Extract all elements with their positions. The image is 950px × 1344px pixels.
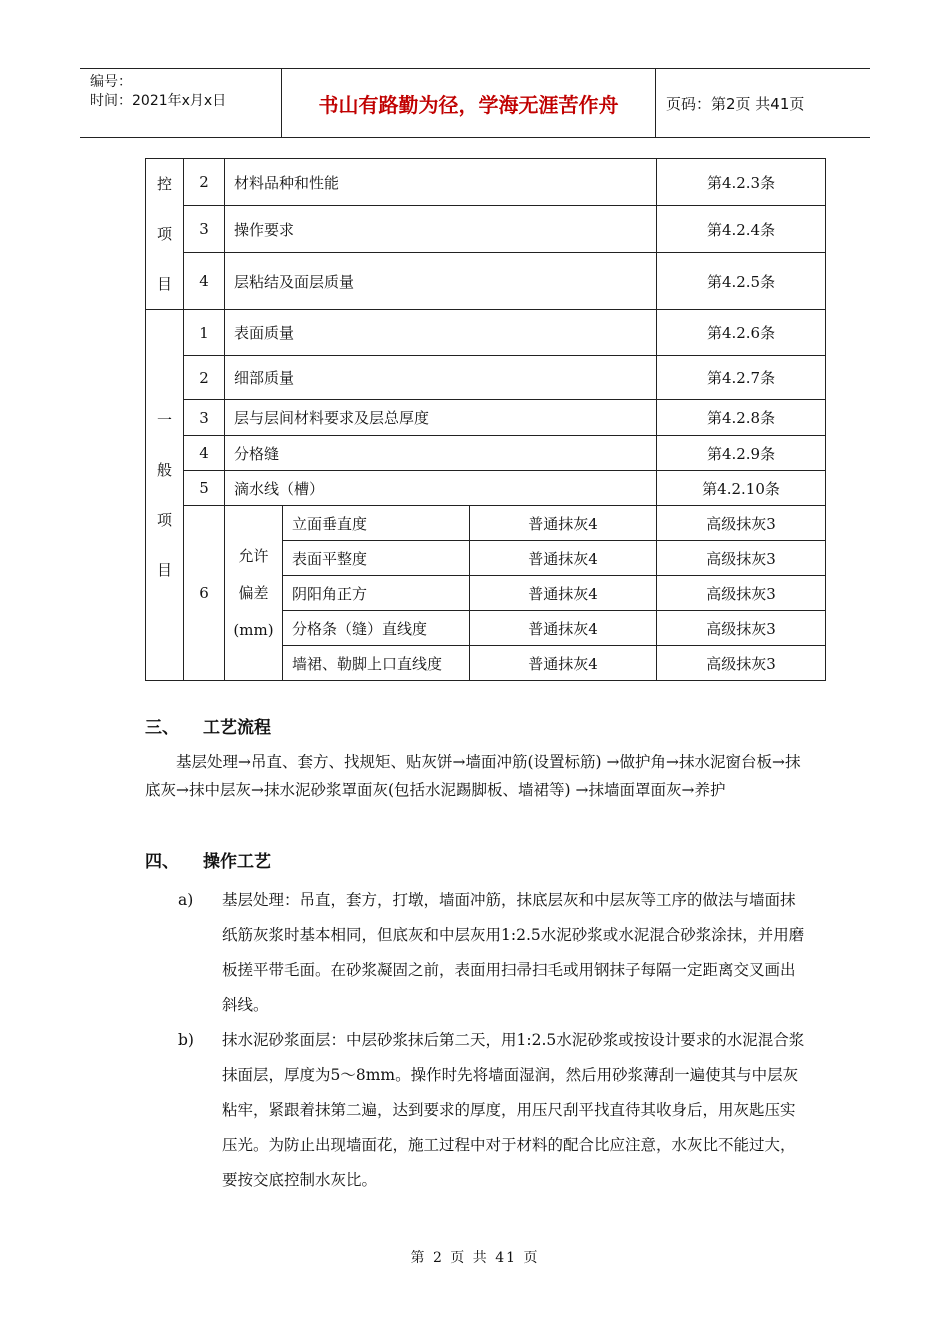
- item-marker: a): [178, 891, 194, 909]
- row-number: 2: [184, 159, 225, 206]
- page-footer: 第 2 页 共 41 页: [410, 1250, 540, 1266]
- tolerance-item: 立面垂直度: [283, 506, 470, 541]
- acceptance-table: [145, 158, 826, 681]
- list-item: [178, 883, 810, 1023]
- table-row: [146, 436, 826, 471]
- row-ref: 第4.2.8条: [657, 400, 826, 436]
- item-marker: b): [178, 1031, 194, 1049]
- process-paragraph: 基层处理→吊直、套方、找规矩、贴灰饼→墙面冲筋(设置标筋) →做护角→抹水泥窗台板→抹底灰→抹中层灰→抹水泥砂浆罩面灰(包括水泥踢脚板、墙裙等) →抹墙面罩面灰→养护: [145, 753, 801, 799]
- row-ref: 第4.2.9条: [657, 436, 826, 471]
- section-title: 操作工艺: [203, 852, 271, 872]
- tolerance-normal: 普通抹灰4: [470, 611, 657, 646]
- tolerance-high: 高级抹灰3: [657, 541, 826, 576]
- table-row: [146, 159, 826, 206]
- row-item: 层与层间材料要求及层总厚度: [225, 400, 657, 436]
- page-header: [80, 68, 870, 138]
- section-heading-operation: [145, 847, 271, 872]
- row-item: 表面质量: [225, 310, 657, 356]
- table-row: [146, 471, 826, 506]
- row-number: 4: [184, 253, 225, 310]
- row-number: 3: [184, 400, 225, 436]
- row-number: 2: [184, 356, 225, 400]
- row-item: 操作要求: [225, 206, 657, 253]
- tolerance-item: 阴阳角正方: [283, 576, 470, 611]
- row-number: 5: [184, 471, 225, 506]
- row-ref: 第4.2.4条: [657, 206, 826, 253]
- tolerance-normal: 普通抹灰4: [470, 576, 657, 611]
- table-row: [146, 356, 826, 400]
- row-ref: 第4.2.6条: [657, 310, 826, 356]
- header-motto: 书山有路勤为径，学海无涯苦作舟: [282, 69, 656, 137]
- row-number: 1: [184, 310, 225, 356]
- header-info: [80, 69, 282, 137]
- tolerance-normal: 普通抹灰4: [470, 541, 657, 576]
- item-text: 抹水泥砂浆面层：中层砂浆抹后第二天，用1:2.5水泥砂浆或按设计要求的水泥混合浆抹面层，厚度为5～8mm。操作时先将墙面湿润，然后用砂浆薄刮一遍使其与中层灰粘牢，紧跟着抹第二遍，达到要求的厚度，用压尺刮平找直待其收身后，用灰匙压实压光。为防止出现墙面花，施工过程中对于材料的配合比应注意，水灰比不能过大，要按交底控制水灰比。: [222, 1031, 805, 1189]
- row-number: 4: [184, 436, 225, 471]
- tolerance-item: 分格条（缝）直线度: [283, 611, 470, 646]
- tolerance-label: 允许 偏差 (mm): [225, 506, 283, 681]
- table-row: [146, 506, 826, 541]
- row-item: 分格缝: [225, 436, 657, 471]
- tolerance-item: 墙裙、勒脚上口直线度: [283, 646, 470, 681]
- tolerance-high: 高级抹灰3: [657, 611, 826, 646]
- table-row: [146, 253, 826, 310]
- section-number: 四、: [145, 852, 179, 872]
- item-text: 基层处理：吊直，套方，打墩，墙面冲筋，抹底层灰和中层灰等工序的做法与墙面抹纸筋灰浆时基本相同，但底灰和中层灰用1:2.5水泥砂浆或水泥混合砂浆涂抹，并用磨板搓平带毛面。在砂浆凝固之前，表面用扫帚扫毛或用钢抹子每隔一定距离交叉画出斜线。: [222, 891, 805, 1014]
- list-item: [178, 1023, 810, 1198]
- section-number: 三、: [145, 718, 179, 738]
- row-ref: 第4.2.5条: [657, 253, 826, 310]
- header-page-code: 页码：第2页 共41页: [666, 94, 805, 113]
- row-number: 3: [184, 206, 225, 253]
- row-number: 6: [184, 506, 225, 681]
- row-ref: 第4.2.10条: [657, 471, 826, 506]
- tolerance-normal: 普通抹灰4: [470, 506, 657, 541]
- section-heading-process: [145, 713, 271, 738]
- row-item: 滴水线（槽）: [225, 471, 657, 506]
- row-item: 材料品种和性能: [225, 159, 657, 206]
- section-title: 工艺流程: [203, 718, 271, 738]
- tolerance-high: 高级抹灰3: [657, 576, 826, 611]
- row-ref: 第4.2.3条: [657, 159, 826, 206]
- main-group-cell: 控 项 目: [146, 159, 184, 310]
- table-row: [146, 206, 826, 253]
- tolerance-high: 高级抹灰3: [657, 646, 826, 681]
- row-ref: 第4.2.7条: [657, 356, 826, 400]
- table-row: [146, 310, 826, 356]
- general-group-cell: 一 般 项 目: [146, 310, 184, 681]
- tolerance-normal: 普通抹灰4: [470, 646, 657, 681]
- tolerance-high: 高级抹灰3: [657, 506, 826, 541]
- number-label: 编号：: [90, 74, 132, 90]
- time-label: 时间：2021年x月x日: [90, 93, 227, 109]
- table-row: [146, 400, 826, 436]
- tolerance-item: 表面平整度: [283, 541, 470, 576]
- row-item: 细部质量: [225, 356, 657, 400]
- row-item: 层粘结及面层质量: [225, 253, 657, 310]
